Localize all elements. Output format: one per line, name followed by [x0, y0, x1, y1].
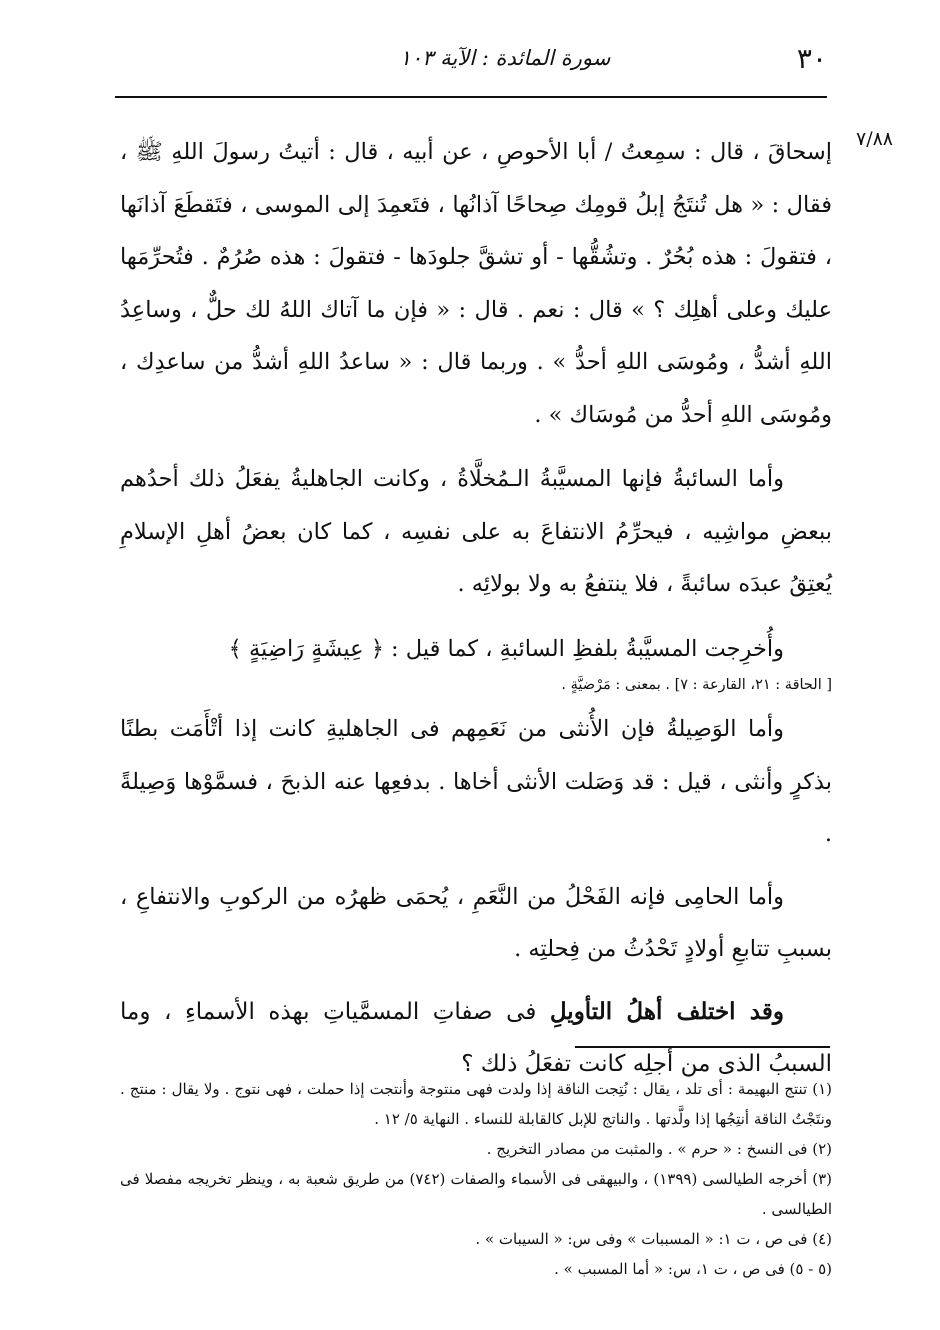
- paragraph-lead: وقد اختلف أهلُ التأويلِ: [549, 997, 784, 1025]
- footnote-rule: [575, 1046, 830, 1048]
- footnote-1: (١) تنتج البهيمة : أى تلد ، يقال : نُتِجت الناقة إذا ولدت فهى منتوجة وأنتجت إذا حملت ، فهى نتوج . ولا يقال : منتج . ونتَجْتُ الناقة أنتِجُها إذا ولَّدتها . والناتج للإبل كالقابلة للنساء . النهاية ٥/ ١٢ .: [120, 1080, 832, 1128]
- page-header: [115, 38, 827, 98]
- paragraph-wasilah: وأما الوَصِيلةُ فإن الأُنثى من نَعَمِهم فى الجاهليةِ كانت إذا أتْأَمَت بطنًا بذكرٍ وأنثى ، قيل : قد وَصَلت الأنثى أخاها . بدفعِها عنه الذبحَ ، فسمَّوْها وَصِيلةً .: [120, 716, 832, 847]
- paragraph-quran-quote: وأُخرِجت المسيَّبةُ بلفظِ السائبةِ ، كما قيل : ﴿ عِيشَةٍ رَاضِيَةٍ ﴾: [228, 635, 784, 662]
- header-rule: [115, 96, 827, 98]
- footnote-4: (٤) فى ص ، ت ١: « المسببات » وفى س: « السيبات » .: [475, 1230, 832, 1248]
- page-number: ٣٠: [796, 42, 827, 75]
- running-title: سورة المائدة : الآية ١٠٣: [399, 46, 611, 70]
- paragraph-hami: وأما الحامِى فإنه الفَحْلُ من النَّعَمِ ، يُحمَى ظهرُه من الركوبِ والانتفاعِ ، بسببِ تتابعِ أولادٍ تَحْدُثُ من فِحلتِه .: [120, 883, 832, 962]
- hadith-number: ٧/٨٨: [856, 128, 894, 150]
- footnotes: [120, 1074, 832, 1284]
- main-text: [120, 126, 832, 1091]
- paragraph-saibah: وأما السائبةُ فإنها المسيَّبةُ الـمُخلَّاةُ ، وكانت الجاهليةُ يفعَلُ ذلك أحدُهم ببعضِ مواشِيه ، فيحرِّمُ الانتفاعَ به على نفسِه ، كما كان بعضُ أهلِ الإسلامِ يُعتِقُ عبدَه سائبةً ، فلا ينتفعُ به ولا بولائِه .: [120, 466, 832, 597]
- paragraph-rest: فى صفاتِ المسمَّياتِ بهذه الأسماءِ ، وما السببُ الذى من أجلِه كانت تفعَلُ ذلك ؟: [120, 998, 832, 1077]
- footnote-3: (٣) أخرجه الطيالسى (١٣٩٩) ، والبيهقى فى الأسماء والصفات (٧٤٢) من طريق شعبة به ، وينظر تخريجه مفصلا فى الطيالسى .: [120, 1170, 832, 1218]
- quran-citation: [ الحاقة : ٢١، القارعة : ٧] . بمعنى : مَرْضيَّةٍ .: [561, 677, 832, 693]
- footnote-5: (٥ - ٥) فى ص ، ت ١، س: « أما المسبب » .: [554, 1260, 832, 1278]
- footnote-2: (٢) فى النسخ : « حرم » . والمثبت من مصادر التخريج .: [486, 1140, 832, 1158]
- paragraph-hadith: إسحاقَ ، قال : سمِعتُ / أبا الأحوصِ ، عن أبيه ، قال : أتيتُ رسولَ اللهِ ﷺ ، فقال : « هل تُنتَجُ إبلُ قومِك صِحاحًا آذانُها ، فتَعمِدَ إلى الموسى ، فتَقطَعَ آذانَها ، فتقولَ : هذه بُحُرٌ . وتشُقُّها - أو تشقَّ جلودَها - فتقولَ : هذه صُرُمٌ . فتُحرِّمَها عليك وعلى أهلِك ؟ » قال : نعم . قال : « فإن ما آتاك اللهُ لك حلٌّ ، وساعِدُ اللهِ أشدُّ ، ومُوسَى اللهِ أحدُّ » . وربما قال : « ساعدُ اللهِ أشدُّ من ساعدِك ، ومُوسَى اللهِ أحدُّ من مُوسَاك » .: [120, 139, 832, 428]
